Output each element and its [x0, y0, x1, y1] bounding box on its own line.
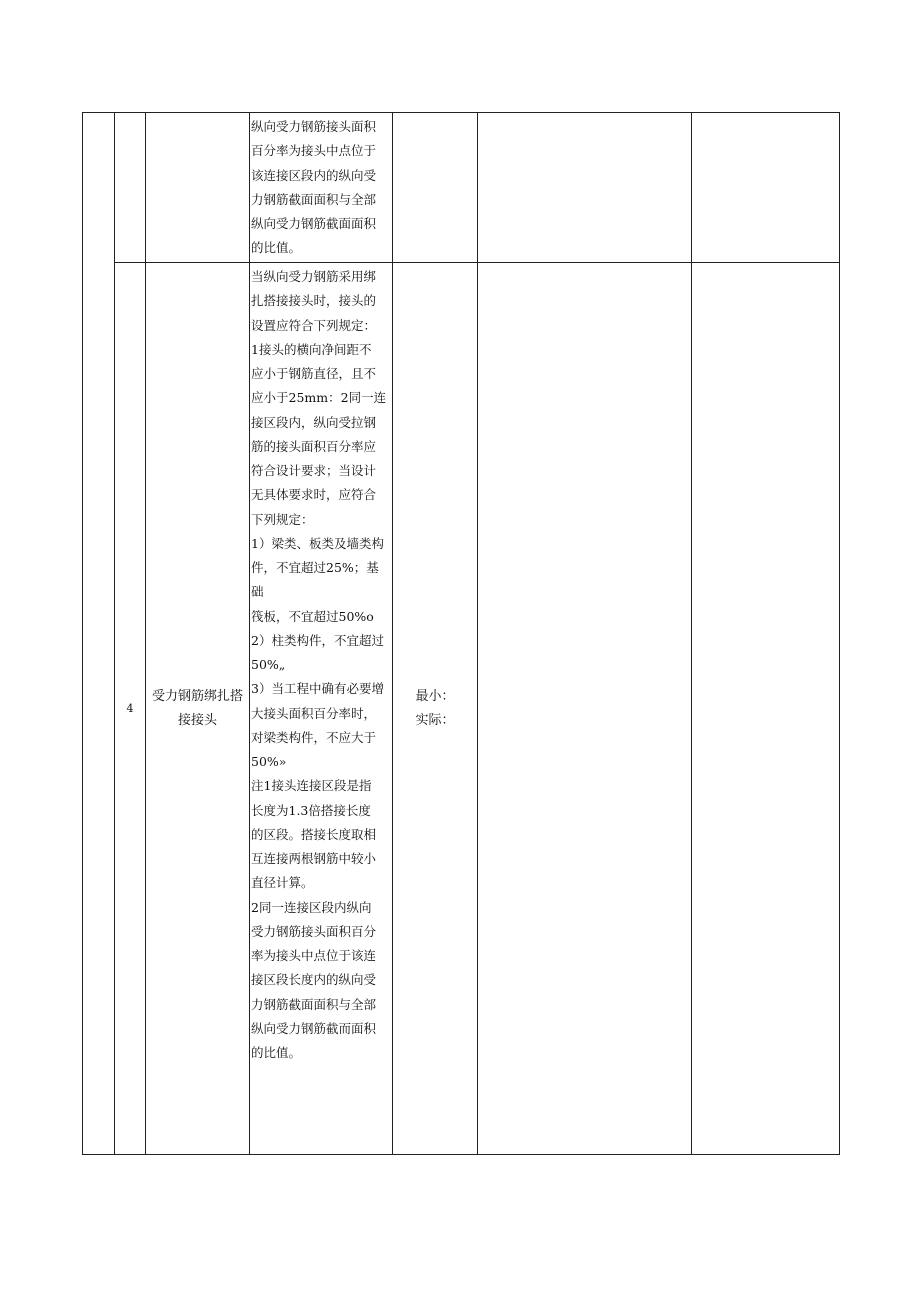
requirement-item-4-line: 扎搭接接头时，接头的 — [251, 293, 377, 309]
inspection-table — [82, 112, 840, 1155]
item-name: 受力钢筋绑扎搭接接头 — [151, 688, 243, 728]
requirement-text-continued — [250, 113, 392, 261]
requirement-item-4-line: 件，不宜超过25%；基础 — [251, 560, 379, 600]
requirement-item-4-line: 应小于25mm：2同一连 — [251, 390, 387, 406]
requirement-item-4-line: 2同一连接区段内纵向 — [251, 899, 372, 915]
item-number-cell — [115, 263, 146, 1155]
result-cell-empty — [692, 113, 840, 263]
requirement-item-4-line: 纵向受力钢筋截而面积 — [251, 1020, 377, 1036]
requirement-item-4-line: 应小于钢筋直径，且不 — [251, 366, 377, 381]
record-cell[interactable] — [478, 263, 692, 1155]
requirement-item-4-line: 注1接头连接区段是指 — [251, 778, 372, 794]
requirement-item-4-line: 大接头面积百分率时， — [251, 705, 377, 721]
result-cell[interactable] — [692, 263, 840, 1155]
requirement-item-4-line: 受力钢筋接头面积百分 — [251, 923, 377, 939]
measure-cell-empty — [393, 113, 478, 263]
requirement-item-4-line: 筋的接头面积百分率应 — [251, 438, 377, 454]
requirement-item-4-line: 的比值。 — [251, 1045, 302, 1060]
requirement-item-4-line: 无具体要求时，应符合 — [251, 487, 377, 503]
number-cell-empty — [115, 113, 146, 263]
requirement-item-4-line: 设置应符合下列规定： — [251, 317, 377, 333]
requirement-item-4-line: 对梁类构件，不应大于 — [251, 729, 377, 745]
requirement-item-4-line: 当纵向受力钢筋采用绑 — [251, 269, 377, 284]
category-cell — [83, 113, 115, 1155]
name-cell-empty — [146, 113, 250, 263]
requirement-item-4-line: 力钢筋截面面积与全部 — [251, 996, 377, 1012]
requirement-continued-line: 百分率为接头中点位于 — [251, 143, 377, 159]
requirement-item-4-line: 50%„ — [251, 657, 286, 672]
requirement-item-4-line: 3）当工程中确有必要增 — [251, 681, 384, 697]
requirement-item-4-line: 1）梁类、板类及墙类构 — [251, 535, 384, 551]
table-row-continued — [83, 113, 840, 263]
requirement-item-4-line: 下列规定： — [251, 511, 314, 527]
requirement-continued-line: 的比值。 — [251, 240, 302, 256]
record-cell-empty — [478, 113, 692, 263]
requirement-item-4-line: 接区段长度内的纵向受 — [251, 972, 377, 988]
requirement-item-4-line: 筏板，不宜超过50%o — [251, 608, 374, 624]
item-name-cell — [146, 263, 250, 1155]
requirement-continued-line: 力钢筋截面面积与全部 — [251, 191, 377, 207]
measure-min-label: 最小： — [415, 688, 455, 704]
requirement-cell-continued — [250, 113, 393, 263]
requirement-item-4-line: 率为接头中点位于该连 — [251, 948, 377, 963]
requirement-item-4-line: 长度为1.3倍搭接长度 — [251, 802, 371, 818]
requirement-item-4-line: 的区段。搭接长度取相 — [251, 826, 377, 842]
requirement-continued-line: 纵向受力钢筋接头面积 — [251, 119, 377, 134]
requirement-item-4-line: 符合设计要求；当设计 — [251, 463, 377, 478]
table-row-item-4 — [83, 263, 840, 1155]
measure-actual-label: 实际： — [415, 712, 455, 728]
requirement-continued-line: 该连接区段内的纵向受 — [251, 167, 377, 183]
requirement-cell-item-4 — [250, 263, 393, 1155]
measure-cell — [393, 263, 478, 1155]
requirement-item-4-line: 互连接两根钢筋中较小 — [251, 851, 377, 866]
requirement-item-4-line: 1接头的横向净间距不 — [251, 341, 372, 357]
requirement-continued-line: 纵向受力钢筋截面面积 — [251, 216, 377, 231]
requirement-item-4-line: 2）柱类构件，不宜超过 — [251, 632, 384, 648]
requirement-item-4-line: 直径计算。 — [251, 875, 314, 891]
requirement-item-4-line: 接区段内，纵向受拉钢 — [251, 414, 377, 430]
item-number: 4 — [126, 701, 134, 715]
requirement-text-item-4 — [250, 263, 392, 1065]
requirement-item-4-line: 50%» — [251, 754, 287, 769]
